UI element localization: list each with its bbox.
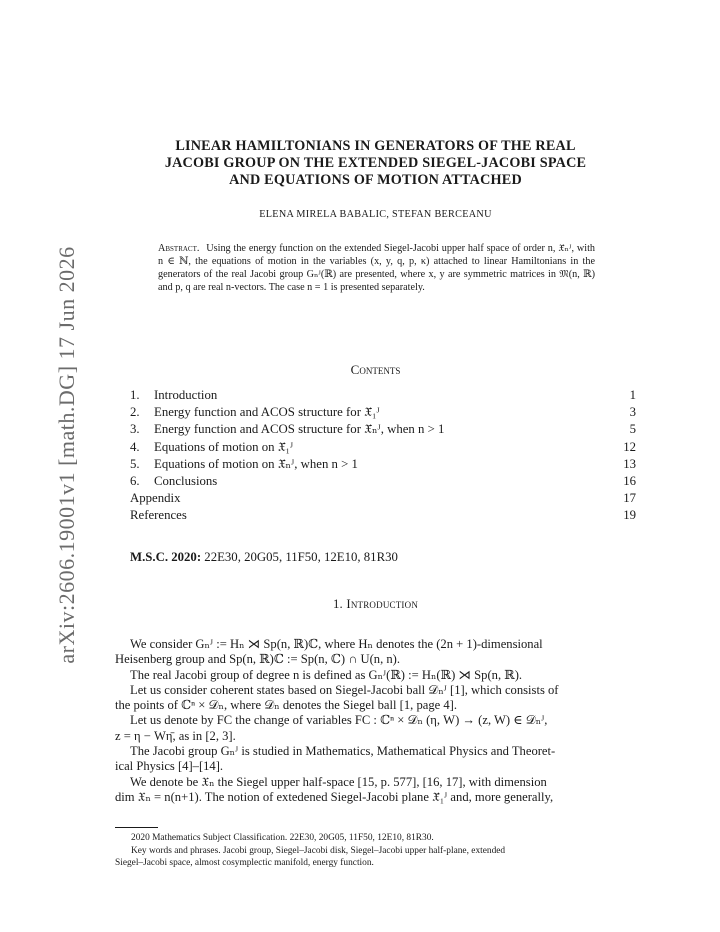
toc-title: References	[130, 508, 187, 523]
text-line: the points of ℂⁿ × 𝒟ₙ, where 𝒟ₙ denotes the Siegel ball [1, page 4].	[115, 698, 458, 713]
toc-item[interactable]	[130, 387, 636, 404]
arxiv-identifier: arXiv:2606.19001v1 [math.DG] 17 Jun 2026	[54, 246, 79, 664]
paper-title	[115, 138, 636, 189]
contents-heading: Contents	[350, 362, 401, 377]
title-line: LINEAR HAMILTONIANS IN GENERATORS OF THE REAL	[175, 138, 576, 154]
toc-item[interactable]	[130, 507, 636, 524]
section-number: 1.	[332, 597, 343, 611]
section-heading	[115, 597, 636, 612]
toc-page: 17	[623, 491, 636, 506]
toc-item[interactable]	[130, 490, 636, 507]
toc-title: Equations of motion on 𝔛̃ₙᴶ, when n > 1	[154, 456, 358, 471]
toc-item[interactable]	[130, 473, 636, 490]
toc-number: 4.	[130, 439, 140, 454]
title-line: AND EQUATIONS OF MOTION ATTACHED	[229, 172, 522, 188]
text-line: Let us denote by FC the change of variables FC : ℂⁿ × 𝒟ₙ (η, W) → (z, W) ∈ 𝒟ₙᴶ,	[130, 713, 548, 728]
footnote-rule	[115, 827, 158, 828]
text-line: Heisenberg group and Sp(n, ℝ)ℂ := Sp(n, ℂ) ∩ U(n, n).	[115, 652, 401, 667]
toc-page: 3	[629, 405, 636, 420]
toc-page: 13	[623, 456, 636, 471]
title-line: JACOBI GROUP ON THE EXTENDED SIEGEL-JACOBI SPACE	[164, 155, 587, 171]
footnote-line: Siegel–Jacobi space, almost cosymplectic manifold, energy function.	[115, 858, 374, 869]
toc-page: 19	[623, 508, 636, 523]
toc-page: 16	[623, 473, 636, 488]
text-line: ical Physics [4]–[14].	[115, 759, 224, 774]
footnotes	[115, 832, 636, 870]
msc-classification	[130, 550, 398, 565]
abstract-label: Abstract.	[158, 243, 200, 254]
toc-page: 12	[623, 439, 636, 454]
toc-title: Equations of motion on 𝔛̃₁ᴶ	[154, 439, 294, 454]
toc-number: 5.	[130, 456, 140, 471]
toc-item[interactable]	[130, 421, 636, 438]
footnote-line: Key words and phrases. Jacobi group, Siegel–Jacobi disk, Siegel–Jacobi upper half-plane, extended	[131, 845, 506, 856]
text-line: The real Jacobi group of degree n is defined as Gₙᴶ(ℝ) := Hₙ(ℝ) ⋊ Sp(n, ℝ).	[130, 667, 523, 682]
body-text	[115, 637, 636, 805]
text-line: We consider Gₙᴶ := Hₙ ⋊ Sp(n, ℝ)ℂ, where Hₙ denotes the (2n + 1)-dimensional	[130, 637, 543, 651]
abstract	[158, 242, 595, 294]
toc-item[interactable]	[130, 439, 636, 456]
text-line: dim 𝔛ₙ = n(n+1). The notion of extedened Siegel-Jacobi plane 𝔛̃₁ᴶ and, more generally,	[115, 789, 554, 804]
toc-title: Introduction	[154, 388, 218, 402]
text-line: z = η − Wη̄, as in [2, 3].	[115, 728, 236, 743]
table-of-contents	[130, 387, 636, 525]
text-line: We denote be 𝔛ₙ the Siegel upper half-space [15, p. 577], [16, 17], with dimension	[130, 774, 547, 789]
toc-title: Appendix	[130, 491, 181, 506]
toc-number: 2.	[130, 405, 140, 420]
toc-item[interactable]	[130, 456, 636, 473]
text-line: The Jacobi group Gₙᴶ is studied in Mathematics, Mathematical Physics and Theoret-	[130, 744, 556, 759]
abstract-text: Using the energy function on the extended Siegel-Jacobi upper half space of order n, 𝔛̃ₙᴶ, with n ∈ ℕ, the equations of motion in the variables (x, y, q, p, κ) attached to linear Hamiltonians in the generators of the real Jacobi group Gₙᴶ(ℝ) are presented, where x, y are symmetric matrices in 𝔐(n, ℝ) and p, q are real n-vectors. The case n = 1 is presented separately.	[158, 243, 596, 293]
toc-title: Conclusions	[154, 473, 218, 488]
text-line: Let us consider coherent states based on Siegel-Jacobi ball 𝒟ₙᴶ [1], which consists of	[130, 682, 559, 697]
toc-number: 6.	[130, 473, 140, 488]
toc-title: Energy function and ACOS structure for 𝔛̃ₙᴶ, when n > 1	[154, 422, 445, 437]
toc-number: 3.	[130, 422, 140, 437]
toc-title: Energy function and ACOS structure for 𝔛̃₁ᴶ	[154, 405, 380, 420]
section-title: Introduction	[346, 597, 419, 611]
toc-number: 1.	[130, 388, 140, 402]
msc-label: M.S.C. 2020:	[130, 550, 202, 564]
toc-page: 1	[629, 388, 636, 402]
msc-codes: 22E30, 20G05, 11F50, 12E10, 81R30	[204, 550, 398, 564]
authors: ELENA MIRELA BABALIC, STEFAN BERCEANU	[259, 209, 492, 220]
toc-page: 5	[629, 422, 636, 437]
toc-item[interactable]	[130, 404, 636, 421]
footnote-line: 2020 Mathematics Subject Classification. 22E30, 20G05, 11F50, 12E10, 81R30.	[131, 833, 434, 843]
